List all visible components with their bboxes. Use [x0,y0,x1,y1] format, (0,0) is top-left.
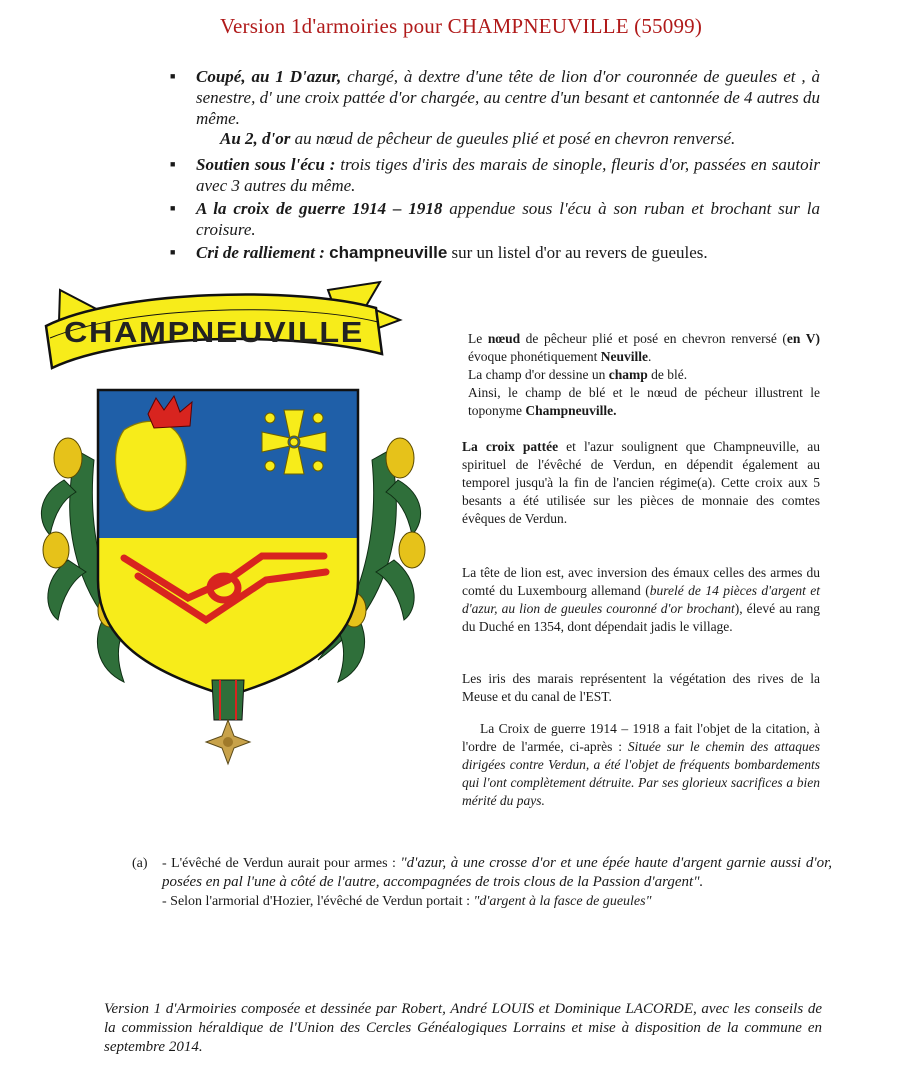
explain-p7-a: La Croix de guerre 1914 – 1918 a fait l'objet de la citation, à l'ordre de l'armée, ci-après : [462,721,820,754]
footer-credit: Version 1 d'Armoiries composée et dessinée par Robert, André LOUIS et Dominique LACORDE, avec les conseils de la commission héraldique de l'Union des Cercles Généalogiques Lorrains et mise à disposition de la commune en septembre 2014. [104,1001,822,1055]
explain-p4-b: et l'azur soulignent que Champneuville, au spirituel de l'évêché de Verdun, en dépendit également au temporel jusqu'à la fin de l'ancien régime(a). Cette croix aux 5 besants a été utilisée sur les pièces de monnaie des comtes évêques de Verdun. [462,439,820,526]
explain-p3-a: Ainsi, le champ de blé et le nœud de pécheur illustrent le toponyme [468,385,820,418]
explain-p2-c: de blé. [647,367,688,382]
blazon-item-1b-bold: Au 2, d'or [220,129,291,148]
coat-of-arms [28,280,438,780]
explanation-4 [462,670,820,706]
explain-p5-b: burelé de 14 pièces d'argent et d'azur, au lion de gueules couronné d'or brochant [462,583,820,616]
blazon-item-4 [170,242,820,263]
explain-p2-b: champ [608,367,648,382]
blazon-item-1-bold: Coupé, au 1 D'azur, [196,67,342,86]
explain-p1-d: en V) [786,331,820,346]
blazon-item-2 [170,154,820,196]
blazon-item-3 [170,198,820,240]
explain-p1-f: Neuville [600,349,648,364]
page-title: Version 1d'armoiries pour CHAMPNEUVILLE (55099) [219,14,703,38]
note-2-a: - Selon l'armorial d'Hozier, l'évêché de Verdun portait : [162,894,474,909]
blazon-item-1b [170,128,820,149]
explain-p1-e: évoque phonétiquement [468,349,601,364]
explanation-1 [462,330,820,420]
blazon-item-3-text: appendue sous l'écu à son ruban et brochant sur la croisure. [196,199,820,239]
note-label: (a) [132,856,148,871]
bullet-icon: ■ [170,247,176,257]
note-2 [162,892,832,911]
blazon-item-1-text: chargé, à dextre d'une tête de lion d'or couronnée de gueules et , à senestre, d' une croix pattée d'or chargée, au centre d'un besant et cantonnée de 4 autres du même. [196,67,821,128]
blazon-item-1b-text: au nœud de pêcheur de gueules plié et posé en chevron renversé. [290,129,736,148]
blazon-item-2-bold: Soutien sous l'écu : [196,155,336,174]
explain-p3-b: Champneuville. [525,403,617,418]
blazon-item-4-word: champneuville [329,243,448,262]
explain-p1-c: de pêcheur plié et posé en chevron renversé ( [520,331,787,346]
bullet-icon: ■ [170,71,176,81]
explain-p5-a: La tête de lion est, avec inversion des émaux celles des armes du comté du Luxembourg allemand ( [462,565,820,598]
explain-p2-a: La champ d'or dessine un [468,367,609,382]
cross-pattee-icon [262,410,326,474]
explanation-3 [462,564,820,636]
note-1 [162,854,832,892]
motto-text: CHAMPNEUVILLE [64,317,364,349]
explain-p7-b: Située sur le chemin des attaques dirigées contre Verdun, a été l'objet de fréquents bombardements qui l'ont complètement détruite. Par ses glorieux sacrifices a bien mérité du pays. [462,739,820,808]
explain-p6: Les iris des marais représentent la végétation des rives de la Meuse et du canal de l'EST. [462,671,820,704]
bullet-icon: ■ [170,203,176,213]
blazon-item-4-text: sur un listel d'or au revers de gueules. [447,243,708,262]
blazon-item-4-bold: Cri de ralliement : [196,243,325,262]
explanation-5 [462,720,820,810]
motto-banner [46,282,400,368]
bullet-icon: ■ [170,159,176,169]
croix-de-guerre-icon [206,680,250,764]
explain-p5-c: ), élevé au rang du Duché en 1354, dont dépendait jadis le village. [462,601,820,634]
explain-p4-a: La croix pattée [462,439,559,454]
explain-p1-a: Le [468,331,488,346]
note-1-b: "d'azur, à une crosse d'or et une épée haute d'argent garnie aussi d'or, posées en pal l'une à côté de l'autre, accompagnées de trois clous de la Passion d'argent". [162,855,832,890]
blazon-item-3-bold: A la croix de guerre 1914 – 1918 [196,199,443,218]
note-2-b: "d'argent à la fasce de gueules" [473,894,652,909]
explanation-2 [462,438,820,528]
blazon-item-2-text: trois tiges d'iris des marais de sinople, fleuris d'or, passées en sautoir avec 3 autres du même. [196,155,820,195]
explain-p1-g: . [647,349,652,364]
blazon-item-1 [170,66,820,129]
explain-p1-b: nœud [487,331,521,346]
note-1-a: - L'évêché de Verdun aurait pour armes : [162,856,401,871]
notes [132,854,832,911]
